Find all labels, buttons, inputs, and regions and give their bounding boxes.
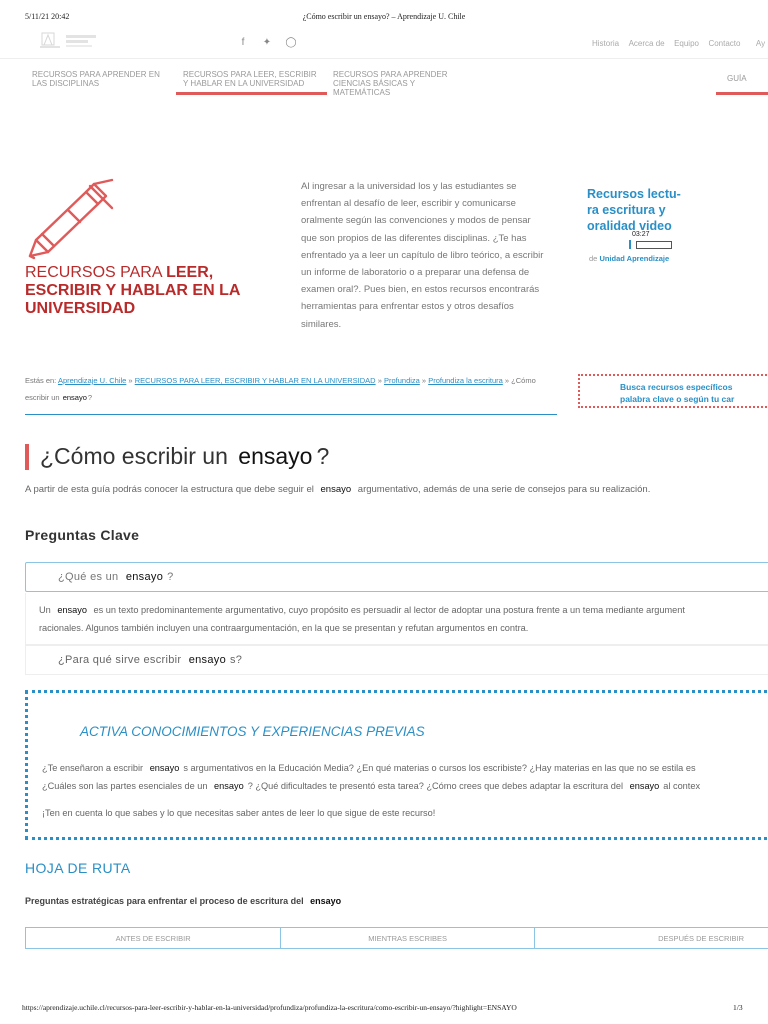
breadcrumb-separator: » bbox=[504, 376, 510, 385]
answer-keyword: ensayo bbox=[57, 605, 87, 615]
video-byline bbox=[589, 254, 669, 263]
activa-line-1 bbox=[42, 759, 700, 777]
social-links bbox=[236, 32, 308, 50]
video-title-line-1: Recursos lectu- bbox=[587, 187, 681, 201]
answer-line-1 bbox=[39, 601, 685, 619]
video-title-line-2: ra escritura y bbox=[587, 203, 666, 217]
top-nav-historia[interactable]: Historia bbox=[592, 39, 620, 48]
table-header-despues: DESPUÉS DE ESCRIBIR bbox=[535, 928, 768, 949]
top-nav-equipo[interactable]: Equipo bbox=[674, 39, 699, 48]
breadcrumb-home[interactable]: Aprendizaje U. Chile bbox=[57, 376, 127, 385]
page-title-end: ? bbox=[316, 443, 330, 469]
nav-ciencias[interactable]: RECURSOS PARA APRENDER CIENCIAS BÁSICAS Y MATEMÁTICAS bbox=[333, 70, 448, 97]
nav-disciplinas[interactable]: RECURSOS PARA APRENDER EN LAS DISCIPLINAS bbox=[32, 70, 160, 88]
top-nav-contacto[interactable]: Contacto bbox=[708, 39, 741, 48]
hero-title-bold-1: LEER, bbox=[166, 264, 214, 281]
activa-heading: ACTIVA CONOCIMIENTOS Y EXPERIENCIAS PREVIAS bbox=[80, 724, 425, 739]
top-nav bbox=[592, 33, 768, 51]
intro-line: Al ingresar a la universidad los y las estudiantes se bbox=[301, 181, 517, 192]
intro-line: enfrentan al desafío de leer, escribir y comunicarse bbox=[301, 198, 516, 210]
video-duration: 03:27 bbox=[632, 231, 650, 238]
uchile-logo-icon bbox=[38, 30, 102, 54]
hoja-subheading bbox=[25, 896, 345, 906]
video-author-link[interactable]: Unidad Aprendizaje bbox=[599, 254, 670, 263]
answer-text: Un bbox=[39, 605, 51, 615]
hero-title-bold-2: ESCRIBIR Y HABLAR EN LA bbox=[25, 282, 241, 299]
breadcrumb-current: ¿Cómo bbox=[511, 376, 536, 385]
activa-line-3: ¡Ten en cuenta lo que sabes y lo que necesitas saber antes de leer lo que sigue de este recurso! bbox=[42, 808, 436, 818]
answer-line-2: racionales. Algunos también incluyen una contraargumentación, en la que se presentan y refutan argumentos en contra. bbox=[39, 623, 529, 633]
search-resources-box[interactable] bbox=[578, 374, 768, 408]
hoja-sub-keyword: ensayo bbox=[310, 896, 342, 906]
hoja-table bbox=[25, 927, 768, 949]
q2-text: ¿Para qué sirve escribir bbox=[58, 654, 182, 666]
video-by-prefix: de bbox=[589, 254, 598, 263]
page-title-keyword: ensayo bbox=[238, 443, 313, 469]
lead-text: A partir de esta guía podrás conocer la estructura que debe seguir el bbox=[25, 484, 314, 495]
nav-guia[interactable]: GUÍA bbox=[727, 74, 747, 83]
hoja-sub-text: Preguntas estratégicas para enfrentar el proceso de escritura del bbox=[25, 896, 304, 906]
video-title-line-3: oralidad video bbox=[587, 219, 672, 233]
nav-divider bbox=[0, 58, 768, 59]
q1-end: ? bbox=[167, 571, 174, 583]
intro-line: que son propios de las diferentes disciplinas. ¿Te has bbox=[301, 232, 527, 244]
answer-panel bbox=[25, 593, 768, 645]
video-progress-bar[interactable] bbox=[636, 241, 672, 249]
print-title: ¿Cómo escribir un ensayo? – Aprendizaje U. Chile bbox=[302, 12, 466, 21]
lead-keyword: ensayo bbox=[320, 484, 352, 495]
hero-title-bold-3: UNIVERSIDAD bbox=[25, 300, 136, 317]
activa-text: ¿Cuáles son las partes esenciales de un bbox=[42, 781, 208, 791]
page-lead bbox=[25, 484, 650, 495]
breadcrumb-underline bbox=[25, 414, 557, 415]
intro-line: oralmente según las convenciones y modos de pensar bbox=[301, 215, 531, 227]
page-title-text: ¿Cómo escribir un bbox=[40, 443, 228, 469]
accordion-que-es[interactable] bbox=[25, 562, 768, 592]
nav-guia-underline bbox=[716, 92, 768, 95]
lead-text-end: argumentativo, además de una serie de consejos para su realización. bbox=[357, 484, 651, 495]
table-header-antes: ANTES DE ESCRIBIR bbox=[26, 928, 281, 949]
intro-line: similares. bbox=[301, 318, 342, 330]
q2-end: s? bbox=[230, 654, 243, 666]
q2-keyword: ensayo bbox=[188, 654, 226, 666]
twitter-icon[interactable]: ✦ bbox=[262, 37, 272, 48]
table-header-mientras: MIENTRAS ESCRIBES bbox=[281, 928, 535, 949]
hero-intro bbox=[301, 178, 561, 333]
activa-text: ? ¿Qué dificultades te presentó esta tarea? ¿Cómo crees que debes adaptar la escritura del bbox=[247, 781, 624, 791]
activa-keyword: ensayo bbox=[629, 781, 660, 791]
title-accent-bar bbox=[25, 444, 29, 470]
intro-line: herramientas para enfrentar estos y otros desafíos bbox=[301, 301, 514, 313]
print-datetime: 5/11/21 20:42 bbox=[25, 12, 70, 21]
answer-text: es un texto predominantemente argumentativo, cuyo propósito es persuadir al lector de adoptar una postura frente a un tema mediante argument bbox=[93, 605, 685, 615]
breadcrumb bbox=[25, 372, 557, 406]
activa-text: s argumentativos en la Educación Media? ¿En qué materias o cursos los escribiste? ¿Hay materias en las que no se estila es bbox=[183, 763, 696, 773]
nav-leer-escribir[interactable]: RECURSOS PARA LEER, ESCRIBIR Y HABLAR EN LA UNIVERSIDAD bbox=[183, 70, 317, 88]
breadcrumb-separator: » bbox=[421, 376, 427, 385]
top-nav-ayuda[interactable]: Ay bbox=[755, 39, 766, 48]
pen-icon bbox=[24, 178, 116, 264]
site-logo[interactable] bbox=[38, 30, 102, 54]
hoja-heading: HOJA DE RUTA bbox=[25, 860, 131, 876]
breadcrumb-current-end: ? bbox=[87, 393, 93, 402]
hero-title bbox=[25, 264, 275, 318]
breadcrumb-profundiza[interactable]: Profundiza bbox=[383, 376, 420, 385]
activa-text: ¿Te enseñaron a escribir bbox=[42, 763, 144, 773]
breadcrumb-prefix: Estás en: bbox=[25, 376, 57, 385]
hero-title-plain: RECURSOS PARA bbox=[25, 264, 162, 281]
activa-keyword: ensayo bbox=[214, 781, 244, 791]
video-title[interactable] bbox=[587, 186, 707, 234]
search-box-line-2: palabra clave o según tu car bbox=[620, 394, 735, 404]
accordion-para-que[interactable] bbox=[25, 645, 768, 675]
breadcrumb-recursos[interactable]: RECURSOS PARA LEER, ESCRIBIR Y HABLAR EN LA UNIVERSIDAD bbox=[134, 376, 376, 385]
facebook-icon[interactable]: f bbox=[241, 37, 245, 48]
activa-line-2 bbox=[42, 777, 700, 795]
q1-keyword: ensayo bbox=[125, 571, 164, 583]
breadcrumb-separator: » bbox=[128, 376, 133, 385]
activa-box bbox=[25, 690, 768, 840]
instagram-icon[interactable]: ◯ bbox=[285, 37, 297, 48]
activa-text: al contex bbox=[663, 781, 701, 791]
page-title bbox=[40, 443, 329, 470]
intro-line: enfrentado ya a leer un capítulo de libro teórico, a escribir bbox=[301, 249, 544, 261]
nav-active-underline bbox=[176, 92, 327, 95]
table-header-row bbox=[26, 928, 768, 949]
breadcrumb-keyword: ensayo bbox=[62, 393, 87, 402]
activa-keyword: ensayo bbox=[149, 763, 180, 773]
breadcrumb-profundiza-escritura[interactable]: Profundiza la escritura bbox=[428, 376, 503, 385]
key-questions-heading: Preguntas Clave bbox=[25, 527, 140, 543]
print-page-number: 1/3 bbox=[733, 1003, 743, 1012]
intro-line: examen oral?. Pues bien, en estos recursos encontrarás bbox=[301, 284, 540, 296]
search-box-line-1: Busca recursos específicos bbox=[620, 382, 733, 392]
print-url: https://aprendizaje.uchile.cl/recursos-para-leer-escribir-y-hablar-en-la-universidad/profundiza/profundiza-la-escritura/como-escribir-un-ensayo/?highlight=ENSAYO bbox=[22, 1003, 517, 1012]
q1-text: ¿Qué es un bbox=[58, 571, 119, 583]
play-icon[interactable] bbox=[629, 240, 633, 249]
breadcrumb-separator: » bbox=[377, 376, 382, 385]
breadcrumb-current: escribir un bbox=[25, 393, 60, 402]
top-nav-acerca[interactable]: Acerca de bbox=[628, 39, 665, 48]
intro-line: un informe de laboratorio o a preparar una defensa de bbox=[301, 267, 530, 279]
